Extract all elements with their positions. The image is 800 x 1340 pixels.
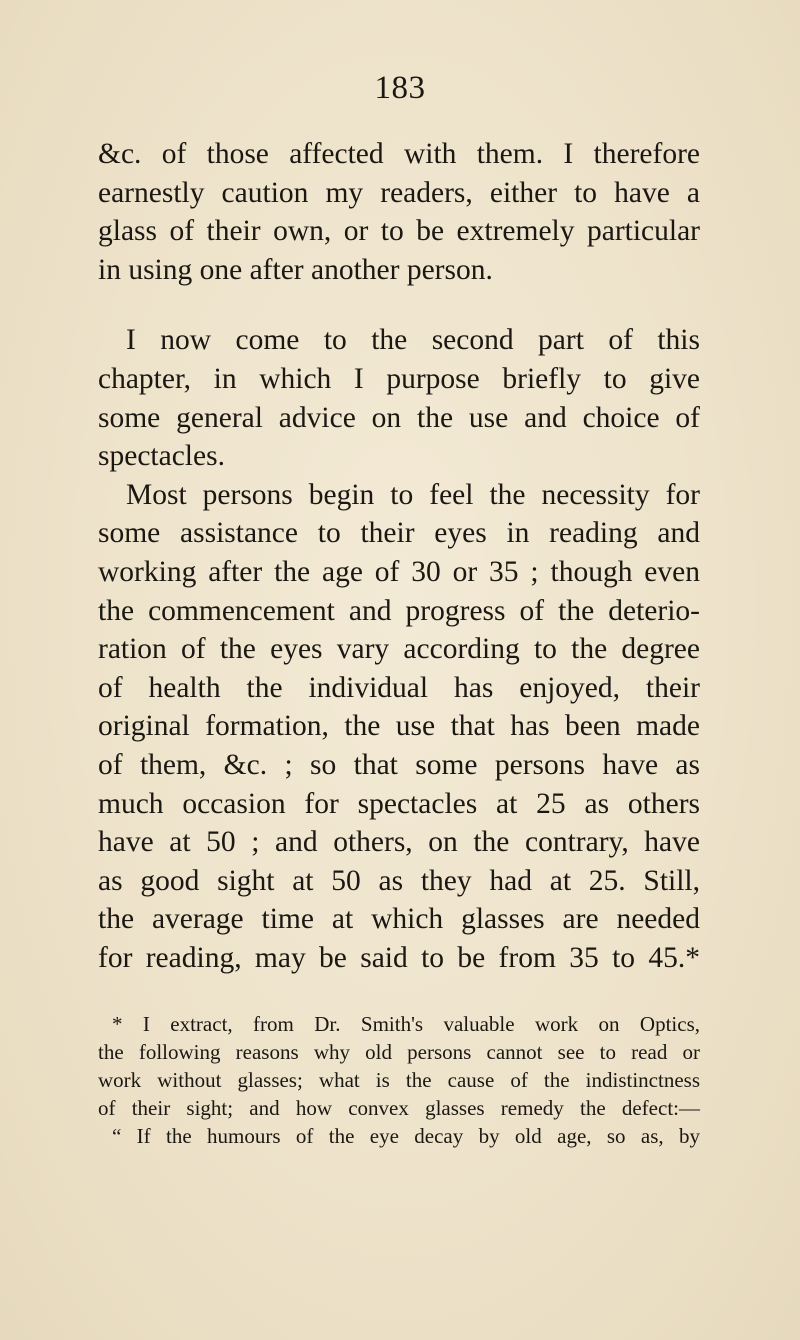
text-line: glass of their own, or to be extremely particular [98, 215, 700, 248]
text-line: &c. of those affected with them. I therefore [98, 138, 700, 170]
text-line: ration of the eyes vary according to the degree [98, 633, 700, 666]
footnote-line: of their sight; and how convex glasses remedy the defect:— [98, 1096, 700, 1120]
text-line: the average time at which glasses are needed [98, 903, 700, 936]
paragraph-3 [98, 476, 700, 978]
text-line: for reading, may be said to be from 35 to 45.* [98, 941, 700, 974]
text-line: original formation, the use that has been made [98, 710, 700, 743]
text-line: spectacles. [98, 440, 225, 473]
footnote-line: the following reasons why old persons cannot see to read or [98, 1040, 700, 1064]
page-number: 183 [374, 70, 426, 106]
text-line: I now come to the second part of this [126, 324, 700, 357]
footnote-line: “ If the humours of the eye decay by old age, so as, by [112, 1124, 700, 1148]
text-line: earnestly caution my readers, either to have a [98, 176, 700, 209]
text-line: some general advice on the use and choice of [98, 401, 700, 434]
text-line: much occasion for spectacles at 25 as others [98, 787, 700, 820]
text-line: in using one after another person. [98, 253, 493, 286]
footnote-line: work without glasses; what is the cause of the indistinctness [98, 1068, 700, 1092]
text-line: of them, &c. ; so that some persons have as [98, 748, 700, 781]
text-line: have at 50 ; and others, on the contrary, have [98, 826, 700, 859]
text-line: some assistance to their eyes in reading and [98, 517, 700, 550]
text-line: as good sight at 50 as they had at 25. Still, [98, 864, 700, 897]
text-line: chapter, in which I purpose briefly to give [98, 362, 700, 395]
footnote [98, 1010, 700, 1150]
paragraph-1 [98, 135, 700, 289]
text-line: of health the individual has enjoyed, their [98, 671, 700, 704]
text-line: the commencement and progress of the deterio- [98, 594, 700, 627]
text-line: Most persons begin to feel the necessity for [126, 478, 700, 511]
paragraph-2 [98, 321, 700, 475]
text-line: working after the age of 30 or 35 ; though even [98, 555, 700, 588]
footnote-line: * I extract, from Dr. Smith's valuable work on Optics, [112, 1012, 700, 1036]
body-text [98, 135, 700, 977]
